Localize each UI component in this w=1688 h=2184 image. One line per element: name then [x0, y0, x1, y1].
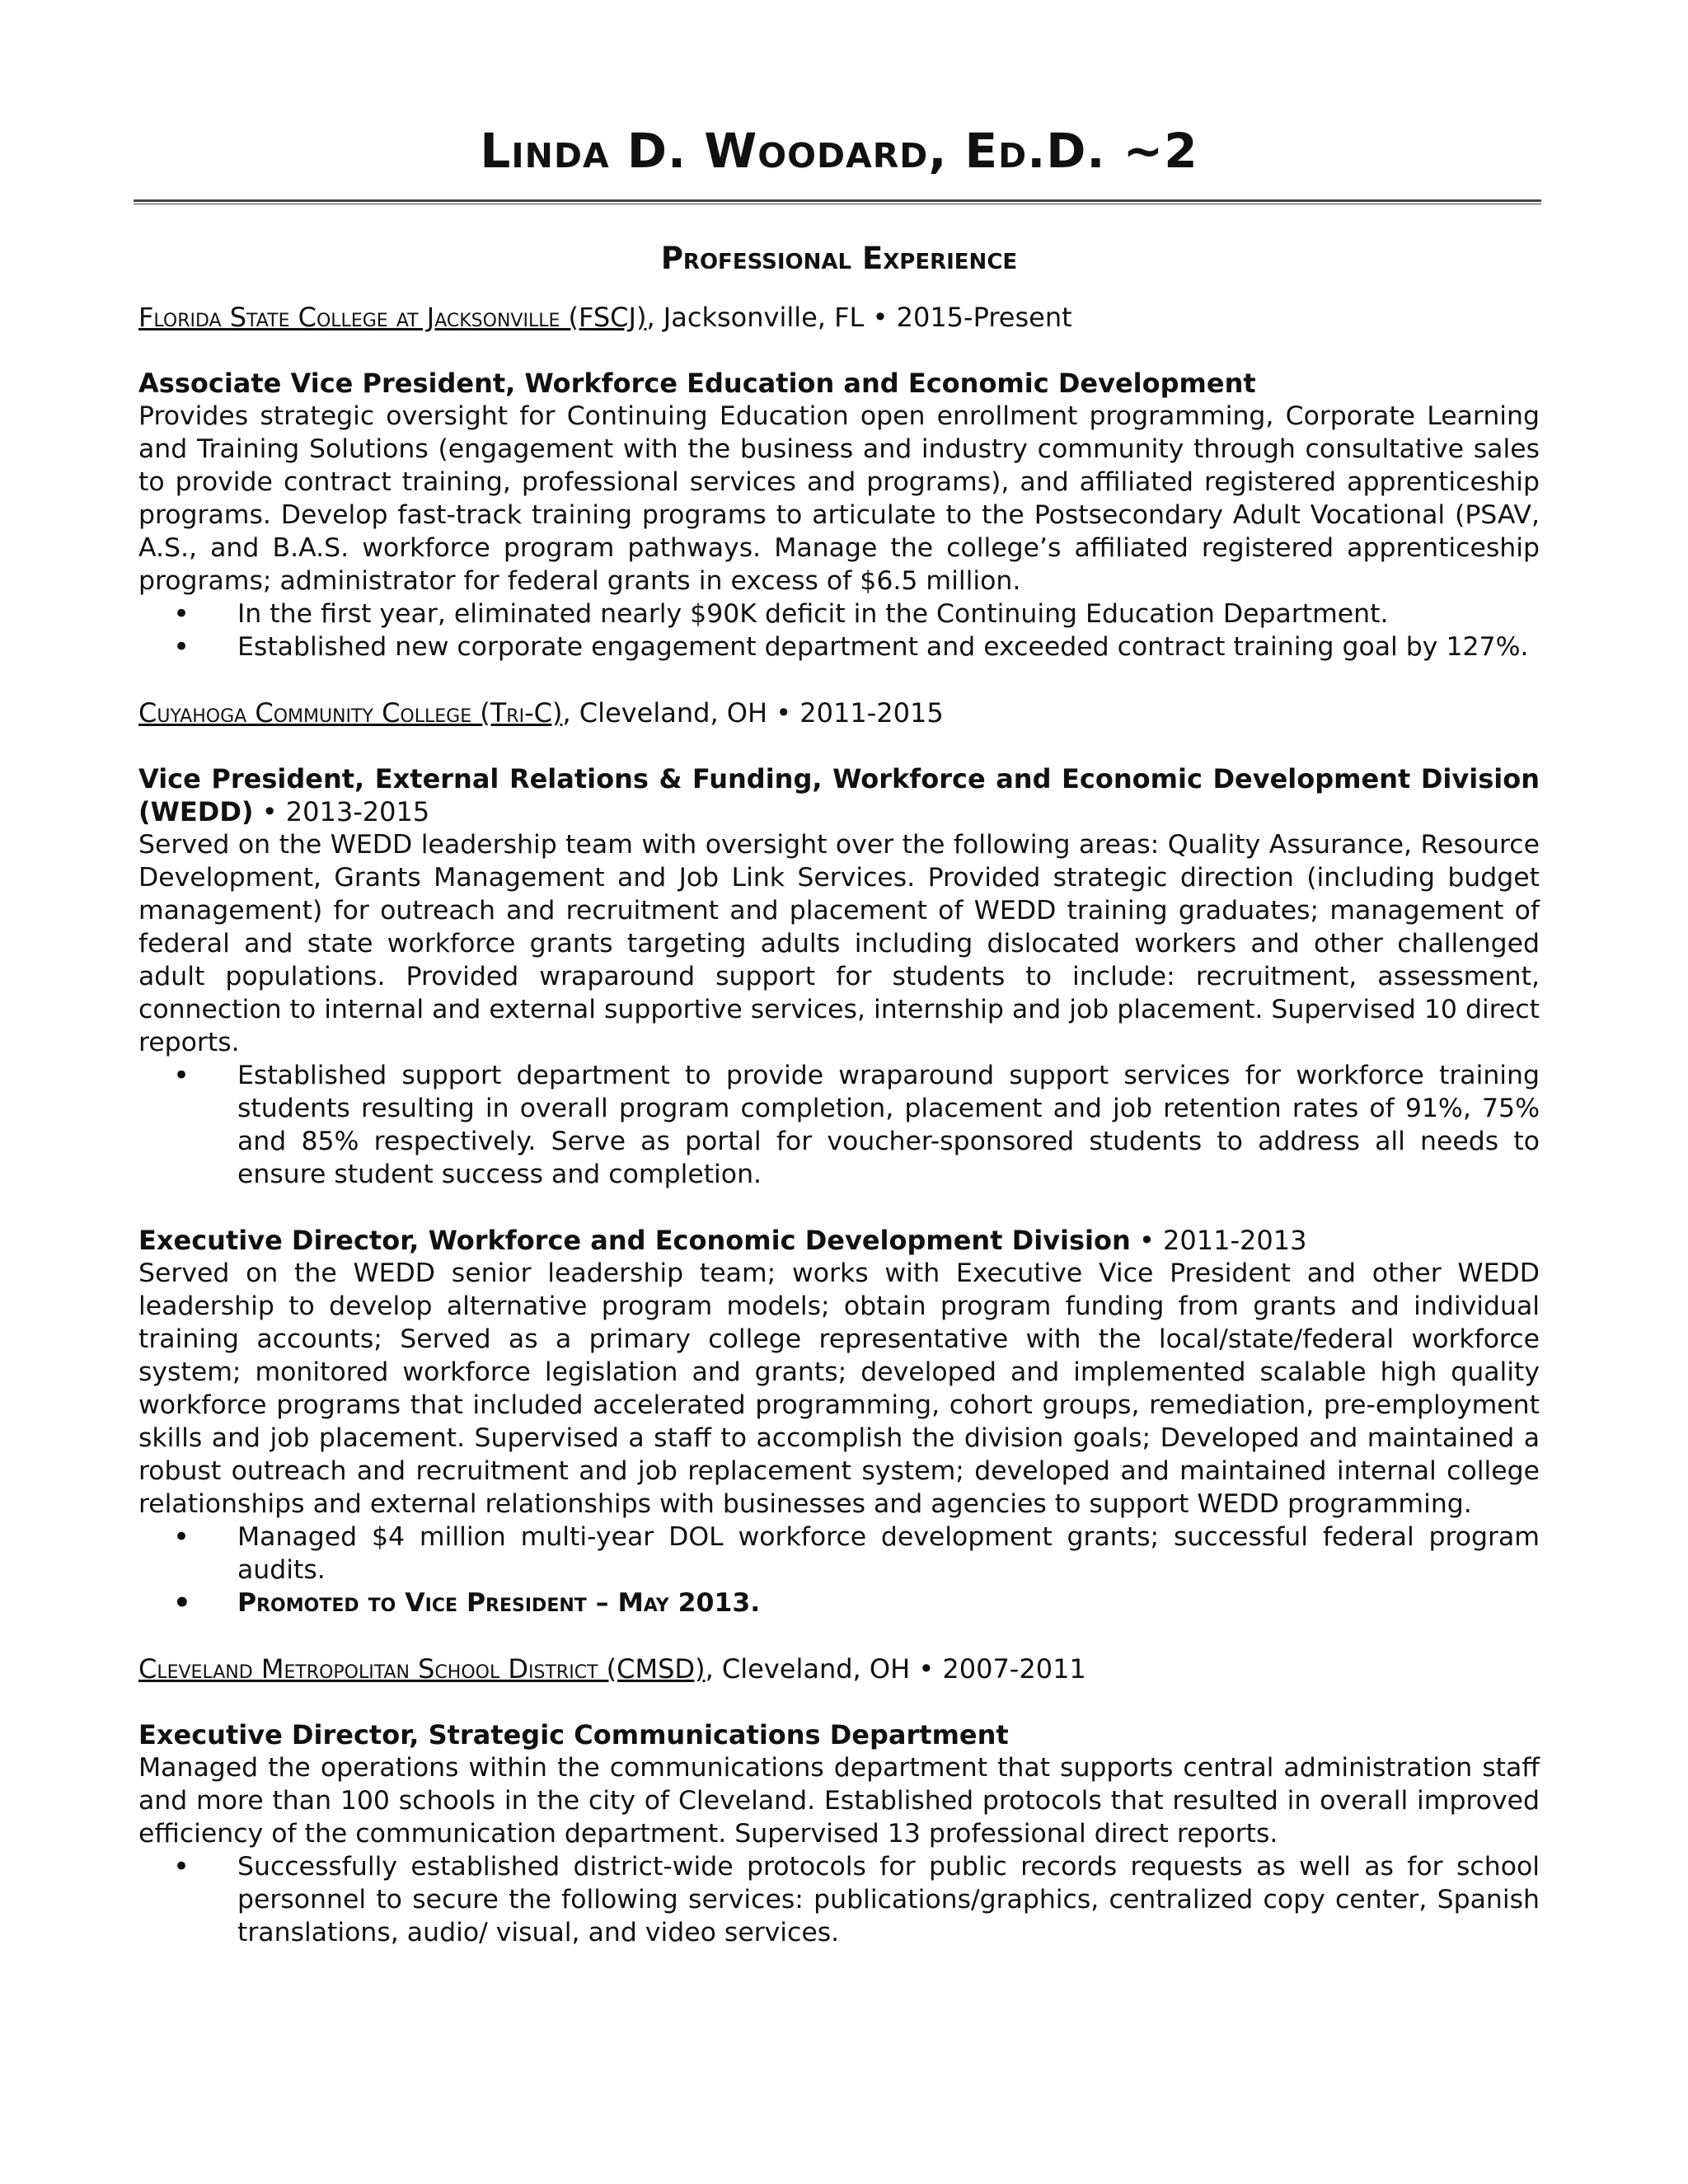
achievement-list: [138, 1850, 1540, 1949]
list-item: • Successfully established district-wide protocols for public records requests as well as for school personnel to secure the following services: publications/graphics, centralized copy center, Spanish translations, audio/ visual, and video services.: [237, 1850, 1540, 1949]
job-title: [138, 762, 1540, 828]
achievement-list: [138, 1521, 1540, 1619]
employer-fscj: [138, 301, 1540, 334]
section-title-professional-experience: Professional Experience: [660, 240, 1018, 276]
job-title-text: Vice President, External Relations & Funding, Workforce and Economic Development Division (WEDD): [138, 762, 1540, 827]
job-title-text: Executive Director, Workforce and Economic Development Division: [138, 1224, 1131, 1256]
list-item: • Established support department to provide wraparound support services for workforce training students resulting in overall program completion, placement and job retention rates of 91%, 75% and 85% respectively. Serve as portal for voucher-sponsored students to address all needs to ensure student success and completion.: [237, 1059, 1540, 1191]
resume-page: [138, 115, 1540, 1949]
job-dates: • 2011-2013: [1130, 1224, 1307, 1256]
employer-name: Florida State College at Jacksonville (FSCJ): [138, 301, 647, 333]
employer-name: Cleveland Metropolitan School District (CMSD): [138, 1652, 706, 1685]
list-item: • In the first year, eliminated nearly $90K deficit in the Continuing Education Department.: [237, 598, 1540, 630]
employer-name: Cuyahoga Community College (Tri-C): [138, 696, 563, 729]
job-dates: • 2013-2015: [253, 795, 430, 827]
list-item: • Managed $4 million multi-year DOL workforce development grants; successful federal program audits.: [237, 1521, 1540, 1586]
job-title: Associate Vice President, Workforce Education and Economic Development: [138, 367, 1256, 399]
employer-location: , Cleveland, OH • 2007-2011: [705, 1652, 1086, 1685]
job-description: Served on the WEDD leadership team with oversight over the following areas: Quality Assurance, Resource Development, Grants Management and Job Link Services. Provided strategic direction (including budget management) for outreach and recruitment and placement of WEDD training graduates; management of federal and state workforce grants targeting adults including dislocated workers and other challenged adult populations. Provided wraparound support for students to include: recruitment, assessment, connection to internal and external supportive services, internship and job placement. Supervised 10 direct reports.: [138, 829, 1540, 1057]
achievement-list: [138, 598, 1540, 663]
header-divider: [134, 199, 1541, 204]
resume-name-heading: Linda D. Woodard, Ed.D. ~2: [480, 123, 1198, 179]
employer-location: , Jacksonville, FL • 2015-Present: [646, 301, 1072, 333]
promotion-item: • Promoted to Vice President – May 2013.: [237, 1586, 1540, 1619]
employer-location: , Cleveland, OH • 2011-2015: [562, 696, 944, 729]
job-description: Managed the operations within the communications department that supports central administration staff and more than 100 schools in the city of Cleveland. Established protocols that resulted in overall improved efficiency of the communication department. Supervised 13 professional direct reports.: [138, 1752, 1540, 1849]
job-title: Executive Director, Strategic Communications Department: [138, 1718, 1009, 1750]
employer-cmsd: [138, 1652, 1540, 1685]
job-description: Provides strategic oversight for Continuing Education open enrollment programming, Corporate Learning and Training Solutions (engagement with the business and industry community through consultative sales to provide contract training, professional services and programs), and affiliated registered apprenticeship programs. Develop fast-track training programs to articulate to the Postsecondary Adult Vocational (PSAV, A.S., and B.A.S. workforce program pathways. Manage the college’s affiliated registered apprenticeship programs; administrator for federal grants in excess of $6.5 million.: [138, 401, 1540, 596]
employer-tric: [138, 696, 1540, 729]
achievement-list: [138, 1059, 1540, 1191]
job-title: [138, 1224, 1540, 1257]
job-description: Served on the WEDD senior leadership team; works with Executive Vice President and other WEDD leadership to develop alternative program models; obtain program funding from grants and individual training accounts; Served as a primary college representative with the local/state/federal workforce system; monitored workforce legislation and grants; developed and implemented scalable high quality workforce programs that included accelerated programming, cohort groups, remediation, pre-employment skills and job placement. Supervised a staff to accomplish the division goals; Developed and maintained a robust outreach and recruitment and job replacement system; developed and maintained internal college relationships and external relationships with businesses and agencies to support WEDD programming.: [138, 1258, 1540, 1519]
list-item: • Established new corporate engagement department and exceeded contract training goal by 127%.: [237, 630, 1540, 663]
